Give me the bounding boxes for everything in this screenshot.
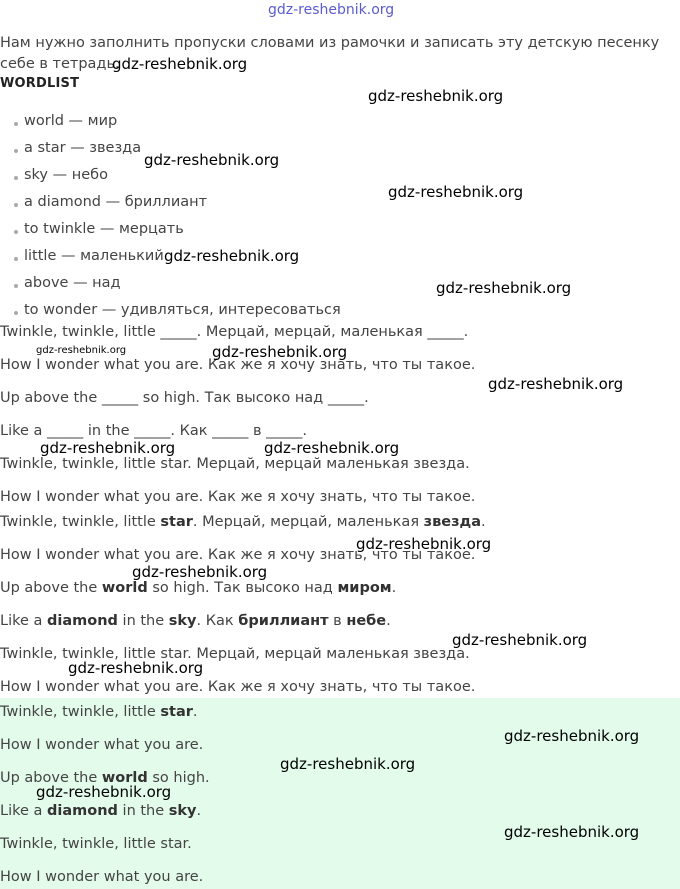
bullet-dot (14, 230, 18, 234)
song-line: Up above the world so high. (0, 770, 210, 786)
watermark: gdz-reshebnik.org (388, 183, 524, 201)
exercise-line: Twinkle, twinkle, little _____. Мерцай, мерцай, маленькая _____. (0, 324, 469, 340)
watermark: gdz-reshebnik.org (452, 631, 588, 649)
answer-line: How I wonder what you are. Как же я хочу знать, что ты такое. (0, 679, 476, 695)
watermark: gdz-reshebnik.org (488, 375, 624, 393)
exercise-line: Up above the _____ so high. Так высоко над _____. (0, 390, 369, 406)
answer-line: How I wonder what you are. Как же я хочу знать, что ты такое. (0, 547, 476, 563)
wordlist-item: a star — звезда (24, 140, 142, 156)
watermark: gdz-reshebnik.org (264, 439, 400, 457)
wordlist-item: world — мир (24, 113, 118, 129)
song-line: Twinkle, twinkle, little star. (0, 704, 198, 720)
watermark: gdz-reshebnik.org (68, 659, 204, 677)
watermark-top: gdz-reshebnik.org (268, 2, 395, 18)
exercise-line: Like a _____ in the _____. Как _____ в _____. (0, 423, 307, 439)
watermark: gdz-reshebnik.org (36, 783, 172, 801)
answer-line: Twinkle, twinkle, little star. Мерцай, мерцай маленькая звезда. (0, 646, 470, 662)
answer-line: Up above the world so high. Так высоко над миром. (0, 580, 397, 596)
watermark: gdz-reshebnik.org (504, 727, 640, 745)
translation-line: How I wonder what you are. Как же я хочу знать, что ты такое. (0, 489, 476, 505)
wordlist-item: sky — небо (24, 167, 108, 183)
watermark: gdz-reshebnik.org (356, 535, 492, 553)
watermark: gdz-reshebnik.org (504, 823, 640, 841)
bullet-dot (14, 176, 18, 180)
answer-line: Twinkle, twinkle, little star. Мерцай, мерцай, маленькая звезда. (0, 514, 486, 530)
translation-line: Twinkle, twinkle, little star. Мерцай, мерцай маленькая звезда. (0, 456, 470, 472)
wordlist-item: above — над (24, 275, 121, 291)
watermark: gdz-reshebnik.org (144, 151, 280, 169)
bullet-dot (14, 122, 18, 126)
wordlist-item: a diamond — бриллиант (24, 194, 208, 210)
watermark: gdz-reshebnik.org (164, 247, 300, 265)
intro-text: Нам нужно заполнить пропуски словами из рамочки и записать эту детскую песенку себе в тетрадь. (0, 35, 660, 72)
watermark: gdz-reshebnik.org (212, 343, 348, 361)
song-line: How I wonder what you are. (0, 737, 204, 753)
wordlist-item: to twinkle — мерцать (24, 221, 184, 237)
bullet-dot (14, 257, 18, 261)
bullet-dot (14, 311, 18, 315)
exercise-line: How I wonder what you are. Как же я хочу знать, что ты такое. (0, 357, 476, 373)
watermark: gdz-reshebnik.org (36, 345, 127, 356)
watermark: gdz-reshebnik.org (132, 563, 268, 581)
wordlist-heading: WORDLIST (0, 76, 80, 91)
watermark: gdz-reshebnik.org (112, 55, 248, 73)
watermark: gdz-reshebnik.org (368, 87, 504, 105)
song-line: Like a diamond in the sky. (0, 803, 202, 819)
song-line: How I wonder what you are. (0, 869, 204, 885)
bullet-dot (14, 149, 18, 153)
wordlist-item: to wonder — удивляться, интересоваться (24, 302, 341, 318)
wordlist-item: little — маленький (24, 248, 164, 264)
song-line: Twinkle, twinkle, little star. (0, 836, 192, 852)
bullet-dot (14, 284, 18, 288)
watermark: gdz-reshebnik.org (280, 755, 416, 773)
watermark: gdz-reshebnik.org (436, 279, 572, 297)
answer-line: Like a diamond in the sky. Как бриллиант в небе. (0, 613, 391, 629)
watermark: gdz-reshebnik.org (40, 439, 176, 457)
bullet-dot (14, 203, 18, 207)
